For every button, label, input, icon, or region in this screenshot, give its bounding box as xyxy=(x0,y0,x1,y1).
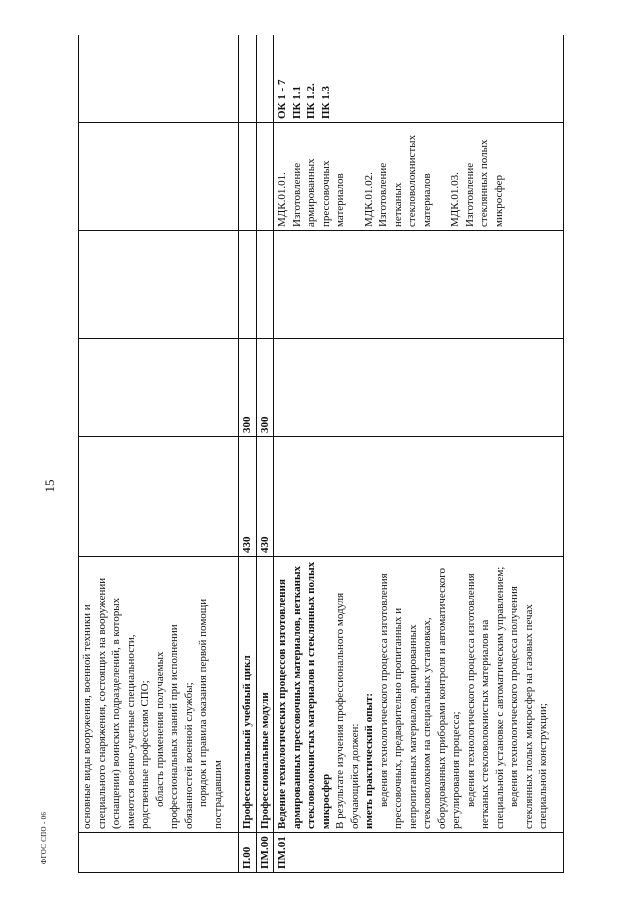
competency-code: ПК 1.3 xyxy=(319,85,332,119)
pm01-title: Ведение технологических процессов изготовления армированных прессовочных материалов, нетканых стекловолокнистых материалов и стеклянных полых микросфер xyxy=(276,561,332,829)
pm01-item: ведения технологического процесса изготовления нетканых стекловолокнистых материалов на специальной установке с автоматическим управлением; xyxy=(464,566,506,829)
curriculum-table xyxy=(78,35,564,873)
modules-hours: 300 xyxy=(256,339,274,437)
table-row-cycle xyxy=(239,35,257,873)
rotated-table xyxy=(78,35,566,873)
text-line: область применения получаемых xyxy=(153,651,166,807)
table-row-modules xyxy=(256,35,274,873)
empty-cell xyxy=(256,123,274,231)
mdk-code: МДК.01.02. xyxy=(362,172,375,227)
text-line: профессиональных знаний при исполнении xyxy=(168,624,180,829)
cycle-max-load: 430 xyxy=(239,437,257,557)
competency-cell xyxy=(79,35,239,123)
pm01-item: ведения технологического процесса получения стеклянных полых микросфер на газовых печах специальной конструкции; xyxy=(508,586,549,829)
text-line: имеются военно-учетные специальности, xyxy=(124,634,137,829)
code-cell xyxy=(79,833,239,873)
modules-name: Профессиональные модули xyxy=(256,557,274,833)
cycle-hours: 300 xyxy=(239,339,257,437)
text-line: родственные профессиям СПО; xyxy=(139,680,151,829)
empty-cell xyxy=(239,231,257,339)
text-line: (оснащении) воинских подразделений, в которых xyxy=(110,597,122,829)
competency-code: ОК 1 - 7 xyxy=(276,79,288,119)
cycle-name: Профессиональный учебный цикл xyxy=(239,557,257,833)
competency-code: ПК 1.1 xyxy=(290,85,303,119)
max-load-cell xyxy=(79,437,239,557)
empty-cell xyxy=(239,35,257,123)
competency-code: ПК 1.2. xyxy=(305,83,317,119)
empty-cell xyxy=(256,35,274,123)
cycle-code: П.00 xyxy=(239,833,257,873)
empty-cell xyxy=(274,339,564,437)
sessions-cell xyxy=(79,231,239,339)
text-line: обязанностей военной службы; xyxy=(182,682,195,829)
table-row-pm01 xyxy=(274,35,564,873)
pm01-intro: В результате изучения профессионального модуля обучающийся должен: xyxy=(334,592,361,829)
hours-cell xyxy=(79,339,239,437)
mdk-name: Изготовление армированных прессовочных материалов xyxy=(290,158,346,227)
text-line: основные виды вооружения, военной техники и xyxy=(81,604,93,829)
modules-code: ПМ.00 xyxy=(256,833,274,873)
text-line: пострадавшим xyxy=(211,760,224,829)
empty-cell xyxy=(256,231,274,339)
text-line: специального снаряжения, состоящих на вооружении xyxy=(95,577,108,829)
mdk-cell xyxy=(79,123,239,231)
mdk-code: МДК.01.01. xyxy=(276,172,288,227)
text-line: порядок и правила оказания первой помощи xyxy=(197,598,209,807)
page-number: 15 xyxy=(42,479,57,493)
pm01-code: ПМ.01 xyxy=(274,833,564,873)
mdk-code: МДК.01.03. xyxy=(449,172,461,227)
mdk-name: Изготовление нетканых стекловолокнистых материалов xyxy=(377,134,433,227)
footer-code: ФГОС СПО - 06 xyxy=(40,811,48,865)
curriculum-table-region xyxy=(78,35,566,873)
pm01-description xyxy=(274,557,564,833)
table-row xyxy=(79,35,239,873)
empty-cell xyxy=(239,123,257,231)
pm01-item: ведения технологического процесса изготовления прессовочных, предварительно пропитанных и непропитанных материалов, армированных стекловолокном на специальных установках, оборудованных приборами контроля и автоматического регулирования процесса; xyxy=(377,568,462,829)
pm01-competencies xyxy=(274,35,564,123)
description-cell xyxy=(79,557,239,833)
empty-cell xyxy=(274,437,564,557)
modules-max-load: 430 xyxy=(256,437,274,557)
mdk-name: Изготовление стеклянных полых микросфер xyxy=(463,139,505,227)
pm01-practice-label: иметь практический опыт: xyxy=(363,692,375,829)
pm01-mdk-list xyxy=(274,123,564,231)
empty-cell xyxy=(274,231,564,339)
